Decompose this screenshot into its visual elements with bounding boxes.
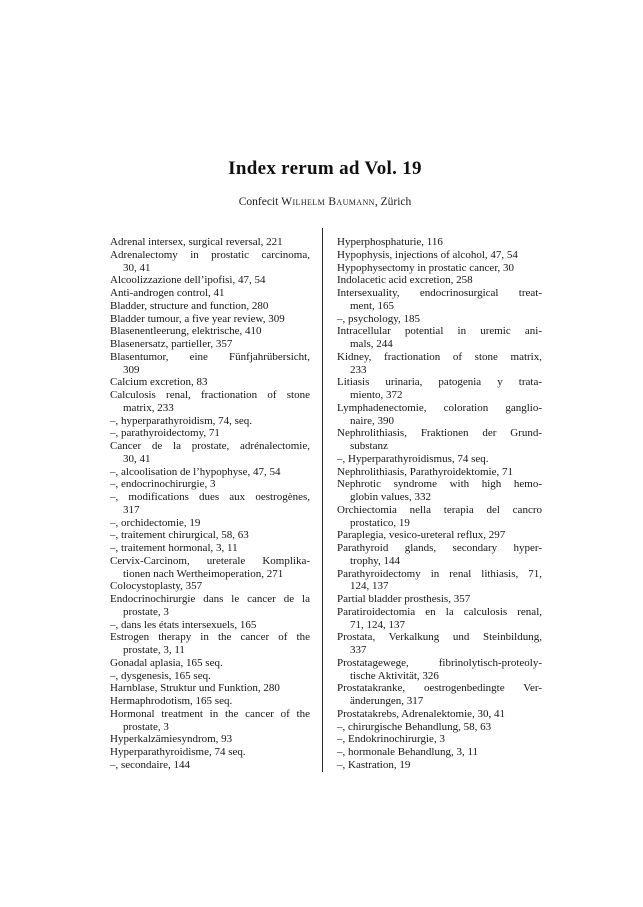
index-entry-line: 30, 41 (123, 452, 151, 465)
index-entry-line: Endocrinochirurgie dans le cancer de la (110, 593, 310, 605)
index-entry-line: –, psychology, 185 (337, 312, 421, 325)
index-entry (337, 759, 542, 772)
index-entry-line: Indolacetic acid excretion, 258 (337, 274, 473, 287)
index-entry (110, 325, 310, 338)
index-entry-line: Adrenalectomy in prostatic carcinoma, (110, 248, 310, 261)
index-entry-line: Blasentumor, eine Fünfjahrübersicht, (110, 350, 310, 363)
index-entry (110, 440, 310, 466)
index-entry (337, 657, 542, 683)
index-entry-line: –, dysgenesis, 165 seq. (110, 669, 211, 682)
index-entry-line: –, modifications dues aux oestrogènes, (110, 491, 310, 503)
index-entry (110, 555, 310, 581)
index-entry (337, 402, 542, 428)
index-entry (337, 325, 542, 351)
index-entry-line: substanz (350, 440, 388, 452)
index-entry (110, 338, 310, 351)
index-entry (110, 580, 310, 593)
index-entry-line: Cancer de la prostate, adrénalectomie, (110, 440, 310, 452)
index-entry (110, 746, 310, 759)
index-entry-line: Intracellular potential in uremic ani- (337, 325, 542, 338)
index-entry-line: Bladder, structure and function, 280 (110, 299, 269, 312)
subtitle-prefix: Confecit (238, 196, 282, 208)
index-entry-line: Nephrolithiasis, Parathyroidektomie, 71 (337, 465, 513, 478)
index-entry-line: miento, 372 (350, 389, 403, 401)
index-entry (337, 287, 542, 313)
subtitle-author-name: Wilhelm Baumann (281, 196, 375, 208)
index-entry (337, 593, 542, 606)
index-entry (110, 695, 310, 708)
index-entry (110, 491, 310, 517)
index-entry-line: Litiasis urinaria, patogenia y trata- (337, 376, 542, 389)
index-body (110, 236, 542, 772)
index-entry-line: Estrogen therapy in the cancer of the (110, 631, 310, 644)
index-entry-line: –, traitement hormonal, 3, 11 (110, 542, 238, 554)
index-entry (110, 274, 310, 287)
index-entry (110, 593, 310, 619)
index-entry (337, 708, 542, 721)
index-entry-line: –, Endokrinochirurgie, 3 (337, 733, 445, 746)
index-entry (337, 682, 542, 708)
index-entry-line: globin values, 332 (350, 491, 431, 503)
index-entry-line: Hyperkalzämiesyndrom, 93 (110, 733, 233, 746)
index-entry (110, 682, 310, 695)
index-entry-line: prostate, 3 (123, 720, 169, 733)
index-entry-line: Intersexuality, endocrinosurgical treat- (337, 287, 542, 299)
index-entry (337, 478, 542, 504)
index-entry (110, 287, 310, 300)
index-entry-line: –, chirurgische Behandlung, 58, 63 (337, 720, 492, 733)
index-entry-line: –, orchidectomie, 19 (110, 516, 201, 529)
index-entry-line: Cervix-Carcinom, ureterale Komplika- (110, 554, 310, 567)
page-title: Index rerum ad Vol. 19 (228, 158, 422, 179)
index-entry (337, 313, 542, 326)
index-entry-line: Prostatagewege, fibrinolytisch-proteoly- (337, 656, 542, 669)
index-entry-line: –, hormonale Behandlung, 3, 11 (337, 746, 479, 758)
index-entry-line: Hypophysis, injections of alcohol, 47, 54 (337, 248, 518, 261)
index-entry (110, 670, 310, 683)
index-entry (110, 313, 310, 326)
index-entry-line: –, parathyroidectomy, 71 (110, 427, 220, 440)
index-right-column (337, 236, 542, 772)
heading-block (110, 158, 540, 208)
index-entry-line: Hyperparathyroidisme, 74 seq. (110, 746, 246, 758)
page-subtitle (110, 196, 540, 208)
index-entry-line: prostate, 3 (123, 605, 169, 618)
index-entry-line: Anti-androgen control, 41 (110, 287, 225, 299)
index-entry-line: Adrenal intersex, surgical reversal, 221 (110, 236, 283, 248)
index-entry (337, 721, 542, 734)
index-entry-line: Kidney, fractionation of stone matrix, (337, 350, 542, 363)
index-entry-line: Calcium excretion, 83 (110, 376, 208, 389)
index-entry-line: matrix, 233 (123, 401, 174, 414)
index-entry (337, 236, 542, 249)
index-entry-line: 317 (123, 503, 140, 516)
index-entry-line: –, hyperparathyroidism, 74, seq. (110, 414, 253, 427)
index-entry-line: Prostata, Verkalkung und Steinbildung, (337, 631, 542, 644)
index-entry-line: Prostatakranke, oestrogenbedingte Ver- (337, 682, 542, 695)
index-entry-line: –, endocrinochirurgie, 3 (110, 478, 216, 491)
index-entry-line: –, Kastration, 19 (337, 758, 411, 771)
index-entry-line: 309 (123, 363, 140, 376)
index-entry-line: Hormonal treatment in the cancer of the (110, 707, 310, 720)
index-entry-line: naire, 390 (350, 414, 394, 427)
index-entry-line: –, alcoolisation de l’hypophyse, 47, 54 (110, 465, 281, 478)
index-entry (110, 733, 310, 746)
index-entry-line: prostatico, 19 (350, 516, 410, 529)
index-entry (110, 529, 310, 542)
index-entry (110, 376, 310, 389)
index-entry (337, 466, 542, 479)
index-entry-line: Hermaphrodotism, 165 seq. (110, 695, 233, 707)
index-entry (110, 236, 310, 249)
index-entry (110, 517, 310, 530)
index-entry-line: Alcoolizzazione dell’ipofisi, 47, 54 (110, 274, 266, 287)
index-entry-line: Orchiectomia nella terapia del cancro (337, 503, 542, 516)
index-entry (337, 631, 542, 657)
index-entry-line: Gonadal aplasia, 165 seq. (110, 656, 223, 669)
index-entry-line: Hyperphosphaturie, 116 (337, 236, 443, 248)
index-entry (110, 389, 310, 415)
index-entry (337, 427, 542, 453)
index-entry-line: ment, 165 (350, 299, 394, 312)
index-entry-line: 337 (350, 644, 367, 656)
index-entry-line: tionen nach Wertheimoperation, 271 (123, 567, 284, 580)
index-entry (110, 427, 310, 440)
index-entry (337, 733, 542, 746)
index-entry (337, 529, 542, 542)
index-entry-line: Hypophysectomy in prostatic cancer, 30 (337, 261, 515, 274)
index-entry (337, 376, 542, 402)
index-entry-line: Bladder tumour, a five year review, 309 (110, 312, 285, 325)
column-divider-rule (322, 228, 323, 772)
index-entry (110, 466, 310, 479)
index-entry-line: Parathyroid glands, secondary hyper- (337, 542, 542, 554)
index-entry-line: Parathyroidectomy in renal lithiasis, 71, (337, 567, 542, 580)
index-entry-line: –, Hyperparathyroidismus, 74 seq. (337, 452, 489, 465)
index-entry (110, 619, 310, 632)
index-entry (110, 542, 310, 555)
index-entry (110, 631, 310, 657)
index-entry (110, 708, 310, 734)
index-entry (110, 657, 310, 670)
index-entry-line: Paratiroidectomia en la calculosis renal, (337, 605, 542, 618)
index-entry-line: Lymphadenectomie, coloration ganglio- (337, 401, 542, 414)
index-entry (337, 274, 542, 287)
index-entry-line: prostate, 3, 11 (123, 644, 185, 656)
index-entry-line: 233 (350, 363, 367, 376)
index-entry (337, 504, 542, 530)
index-entry (110, 478, 310, 491)
index-entry (110, 415, 310, 428)
index-entry (337, 606, 542, 632)
index-entry-line: tische Aktivität, 326 (350, 669, 439, 682)
index-entry-line: 124, 137 (350, 580, 389, 593)
index-entry (337, 249, 542, 262)
index-left-column (110, 236, 310, 772)
index-entry (110, 759, 310, 772)
index-entry-line: Prostatakrebs, Adrenalektomie, 30, 41 (337, 707, 506, 720)
index-entry-line: Blasenentleerung, elektrische, 410 (110, 325, 262, 338)
index-entry (337, 746, 542, 759)
index-entry (110, 351, 310, 377)
index-entry-line: Blasenersatz, partieller, 357 (110, 338, 233, 350)
index-entry-line: änderungen, 317 (350, 695, 424, 707)
index-entry-line: Colocystoplasty, 357 (110, 580, 203, 593)
index-entry (110, 249, 310, 275)
index-entry-line: trophy, 144 (350, 554, 401, 567)
index-entry-line: Harnblase, Struktur und Funktion, 280 (110, 682, 280, 695)
subtitle-suffix: , Zürich (374, 196, 412, 208)
index-entry (337, 568, 542, 594)
index-entry-line: –, traitement chirurgical, 58, 63 (110, 529, 249, 542)
index-entry-line: –, secondaire, 144 (110, 758, 191, 771)
index-entry (337, 262, 542, 275)
index-entry (337, 453, 542, 466)
index-entry-line: Calculosis renal, fractionation of stone (110, 389, 310, 401)
index-entry-line: 30, 41 (123, 261, 151, 274)
index-entry (337, 351, 542, 377)
index-entry (110, 300, 310, 313)
index-entry-line: Nephrotic syndrome with high hemo- (337, 478, 542, 491)
index-entry-line: Nephrolithiasis, Fraktionen der Grund- (337, 427, 542, 440)
index-entry-line: Paraplegia, vesico-ureteral reflux, 297 (337, 529, 506, 542)
index-entry-line: 71, 124, 137 (350, 618, 405, 631)
index-entry-line: Partial bladder prosthesis, 357 (337, 593, 471, 605)
index-entry-line: –, dans les états intersexuels, 165 (110, 618, 257, 631)
index-entry (337, 542, 542, 568)
index-entry-line: mals, 244 (350, 338, 393, 350)
